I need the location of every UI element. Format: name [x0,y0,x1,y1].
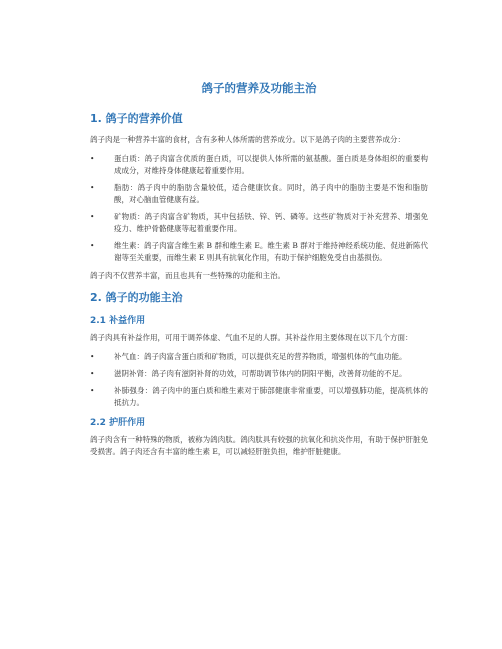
section-heading-functions: 2. 鸽子的功能主治 [90,291,183,304]
paragraph-tonic-intro: 鸽子肉具有补益作用，可用于调养体虚、气血不足的人群。其补益作用主要体现在以下几个方面： [90,333,413,342]
list-item-text: 矿物质：鸽子肉富含矿物质，其中包括铁、锌、钙、磷等。这些矿物质对于补充营养、增强免疫力、维护骨骼健康等起着重要作用。 [114,212,428,233]
list-item [90,153,428,177]
nutrient-list [90,153,428,264]
list-item-text: 维生素：鸽子肉富含维生素 B 群和维生素 E。维生素 B 群对于维持神经系统功能、促进新陈代谢等至关重要，而维生素 E 则具有抗氧化作用，有助于保护细胞免受自由基损伤。 [114,241,428,262]
section-nutrition [90,110,428,282]
list-item-text: 补肺强身：鸽子肉中的蛋白质和维生素对于肺部健康非常重要，可以增强肺功能，提高机体的抵抗力。 [114,386,428,407]
list-item-text: 补气血：鸽子肉富含蛋白质和矿物质，可以提供充足的营养物质，增强机体的气血功能。 [114,352,407,361]
tonic-list [90,351,428,409]
bullet-icon: • [90,352,95,361]
list-item-text: 滋阴补肾：鸽子肉有滋阴补肾的功效，可帮助调节体内的阴阳平衡，改善肾功能的不足。 [114,369,407,378]
list-item [90,240,428,264]
paragraph-intro: 鸽子肉是一种营养丰富的食材，含有多种人体所需的营养成分。以下是鸽子肉的主要营养成分： [90,135,405,144]
bullet-icon: • [90,369,95,378]
bullet-icon: • [90,212,95,221]
section-heading-nutrition: 1. 鸽子的营养价值 [90,112,183,125]
paragraph-outro: 鸽子肉不仅营养丰富，而且也具有一些特殊的功能和主治。 [90,271,285,280]
list-item [90,182,428,206]
list-item [90,385,428,409]
bullet-icon: • [90,241,95,250]
bullet-icon: • [90,386,95,395]
document-title: 鸽子的营养及功能主治 [201,81,317,95]
section-functions [90,289,428,458]
subsection-heading-liver: 2.2 护肝作用 [90,418,146,428]
bullet-icon: • [90,183,95,192]
subsection-heading-tonic: 2.1 补益作用 [90,316,146,326]
paragraph-liver: 鸽子肉含有一种特殊的物质，被称为鸽肉肽。鸽肉肽具有较强的抗氧化和抗炎作用，有助于保护肝脏免受损害。鸽子肉还含有丰富的维生素 E，可以减轻肝脏负担，维护肝脏健康。 [90,435,428,456]
list-item [90,368,428,380]
list-item [90,351,428,363]
list-item-text: 脂肪：鸽子肉中的脂肪含量较低，适合健康饮食。同时，鸽子肉中的脂肪主要是不饱和脂肪酸，对心脑血管健康有益。 [114,183,428,204]
bullet-icon: • [90,154,95,163]
list-item [90,211,428,235]
list-item-text: 蛋白质：鸽子肉富含优质的蛋白质，可以提供人体所需的氨基酸。蛋白质是身体组织的重要构成成分，对维持身体健康起着重要作用。 [114,154,428,175]
